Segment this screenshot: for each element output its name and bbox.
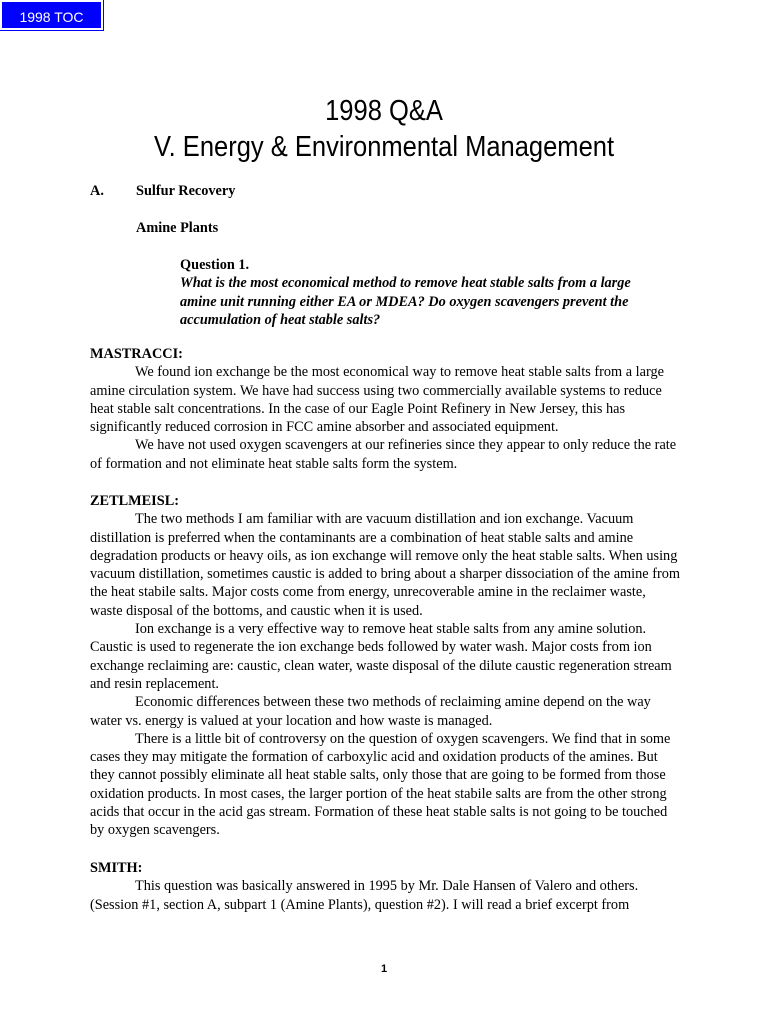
question-text-line: accumulation of heat stable salts? [180,311,381,328]
response-paragraph: We have not used oxygen scavengers at our refineries since they appear to only reduce the rate of formation and not eliminate heat stable salts form the system. [90,437,677,472]
response-paragraph: We found ion exchange be the most economical way to remove heat stable salts from a large amine circulation system. We have had success using two commercially available systems to reduce heat stable salt concentrations. In the case of our Eagle Point Refinery in New Jersey, this has significantly reduced corrosion in FCC amine absorber and associated equipment. [90,364,664,436]
response-paragraph: There is a little bit of controversy on the question of oxygen scavengers. We find that in some cases they may mitigate the formation of carboxylic acid and oxidation products of the amines. But they cannot possibly eliminate all heat stable salts, only those that are going to be formed from those oxidation products. In most cases, the larger portion of the heat stabile salts are from the other strong acids that occur in the acid gas stream. Formation of these heat stable salts is not going to be touched by oxygen scavengers. [90,730,671,839]
question-label: Question 1. [180,257,250,273]
page-title-line2: V. Energy & Environmental Management [153,131,615,163]
response-paragraph: The two methods I am familiar with are vacuum distillation and ion exchange. Vacuum distillation is preferred when the contaminants are a combination of heat stable salts and amine degradation products or heavy oils, as ion exchange will remove only the heat stable salts. When using vacuum distillation, sometimes caustic is added to bring about a sharper dissociation of the amine from the heat stabile salts. Major costs come from energy, unrecoverable amine in the reclaimer waste, waste disposal of the bottoms, and caustic when it is used. [90,511,681,619]
speaker-name: SMITH: [90,860,143,876]
response-paragraph: Economic differences between these two methods of reclaiming amine depend on the way water vs. energy is valued at your location and how waste is managed. [90,694,651,729]
response-zetlmeisl [90,492,680,840]
question-text-line: amine unit running either EA or MDEA? Do oxygen scavengers prevent the [180,293,629,310]
response-paragraph: This question was basically answered in 1995 by Mr. Dale Hansen of Valero and others. (Session #1, section A, subpart 1 (Amine Plants), question #2). I will read a brief excerpt from [90,878,639,913]
question-text-line: What is the most economical method to remove heat stable salts from a large [180,275,631,292]
speaker-name: MASTRACCI: [90,346,183,362]
question-block [180,256,700,329]
response-smith [90,859,680,914]
speaker-name: ZETLMEISL: [90,493,179,509]
section-heading: Sulfur Recovery [136,183,236,199]
response-mastracci [90,345,680,473]
toc-link-button[interactable]: 1998 TOC [0,0,103,30]
subsection-heading: Amine Plants [136,220,219,236]
section-letter: A. [90,183,104,199]
page-number: 1 [380,963,388,975]
page-title-line1: 1998 Q&A [325,95,443,127]
response-paragraph: Ion exchange is a very effective way to remove heat stable salts from any amine solution. Caustic is used to regenerate the ion exchange beds followed by water wash. Major costs from ion exchange reclaiming are: caustic, clean water, waste disposal of the dilute caustic regeneration stream and resin replacement. [90,621,672,692]
